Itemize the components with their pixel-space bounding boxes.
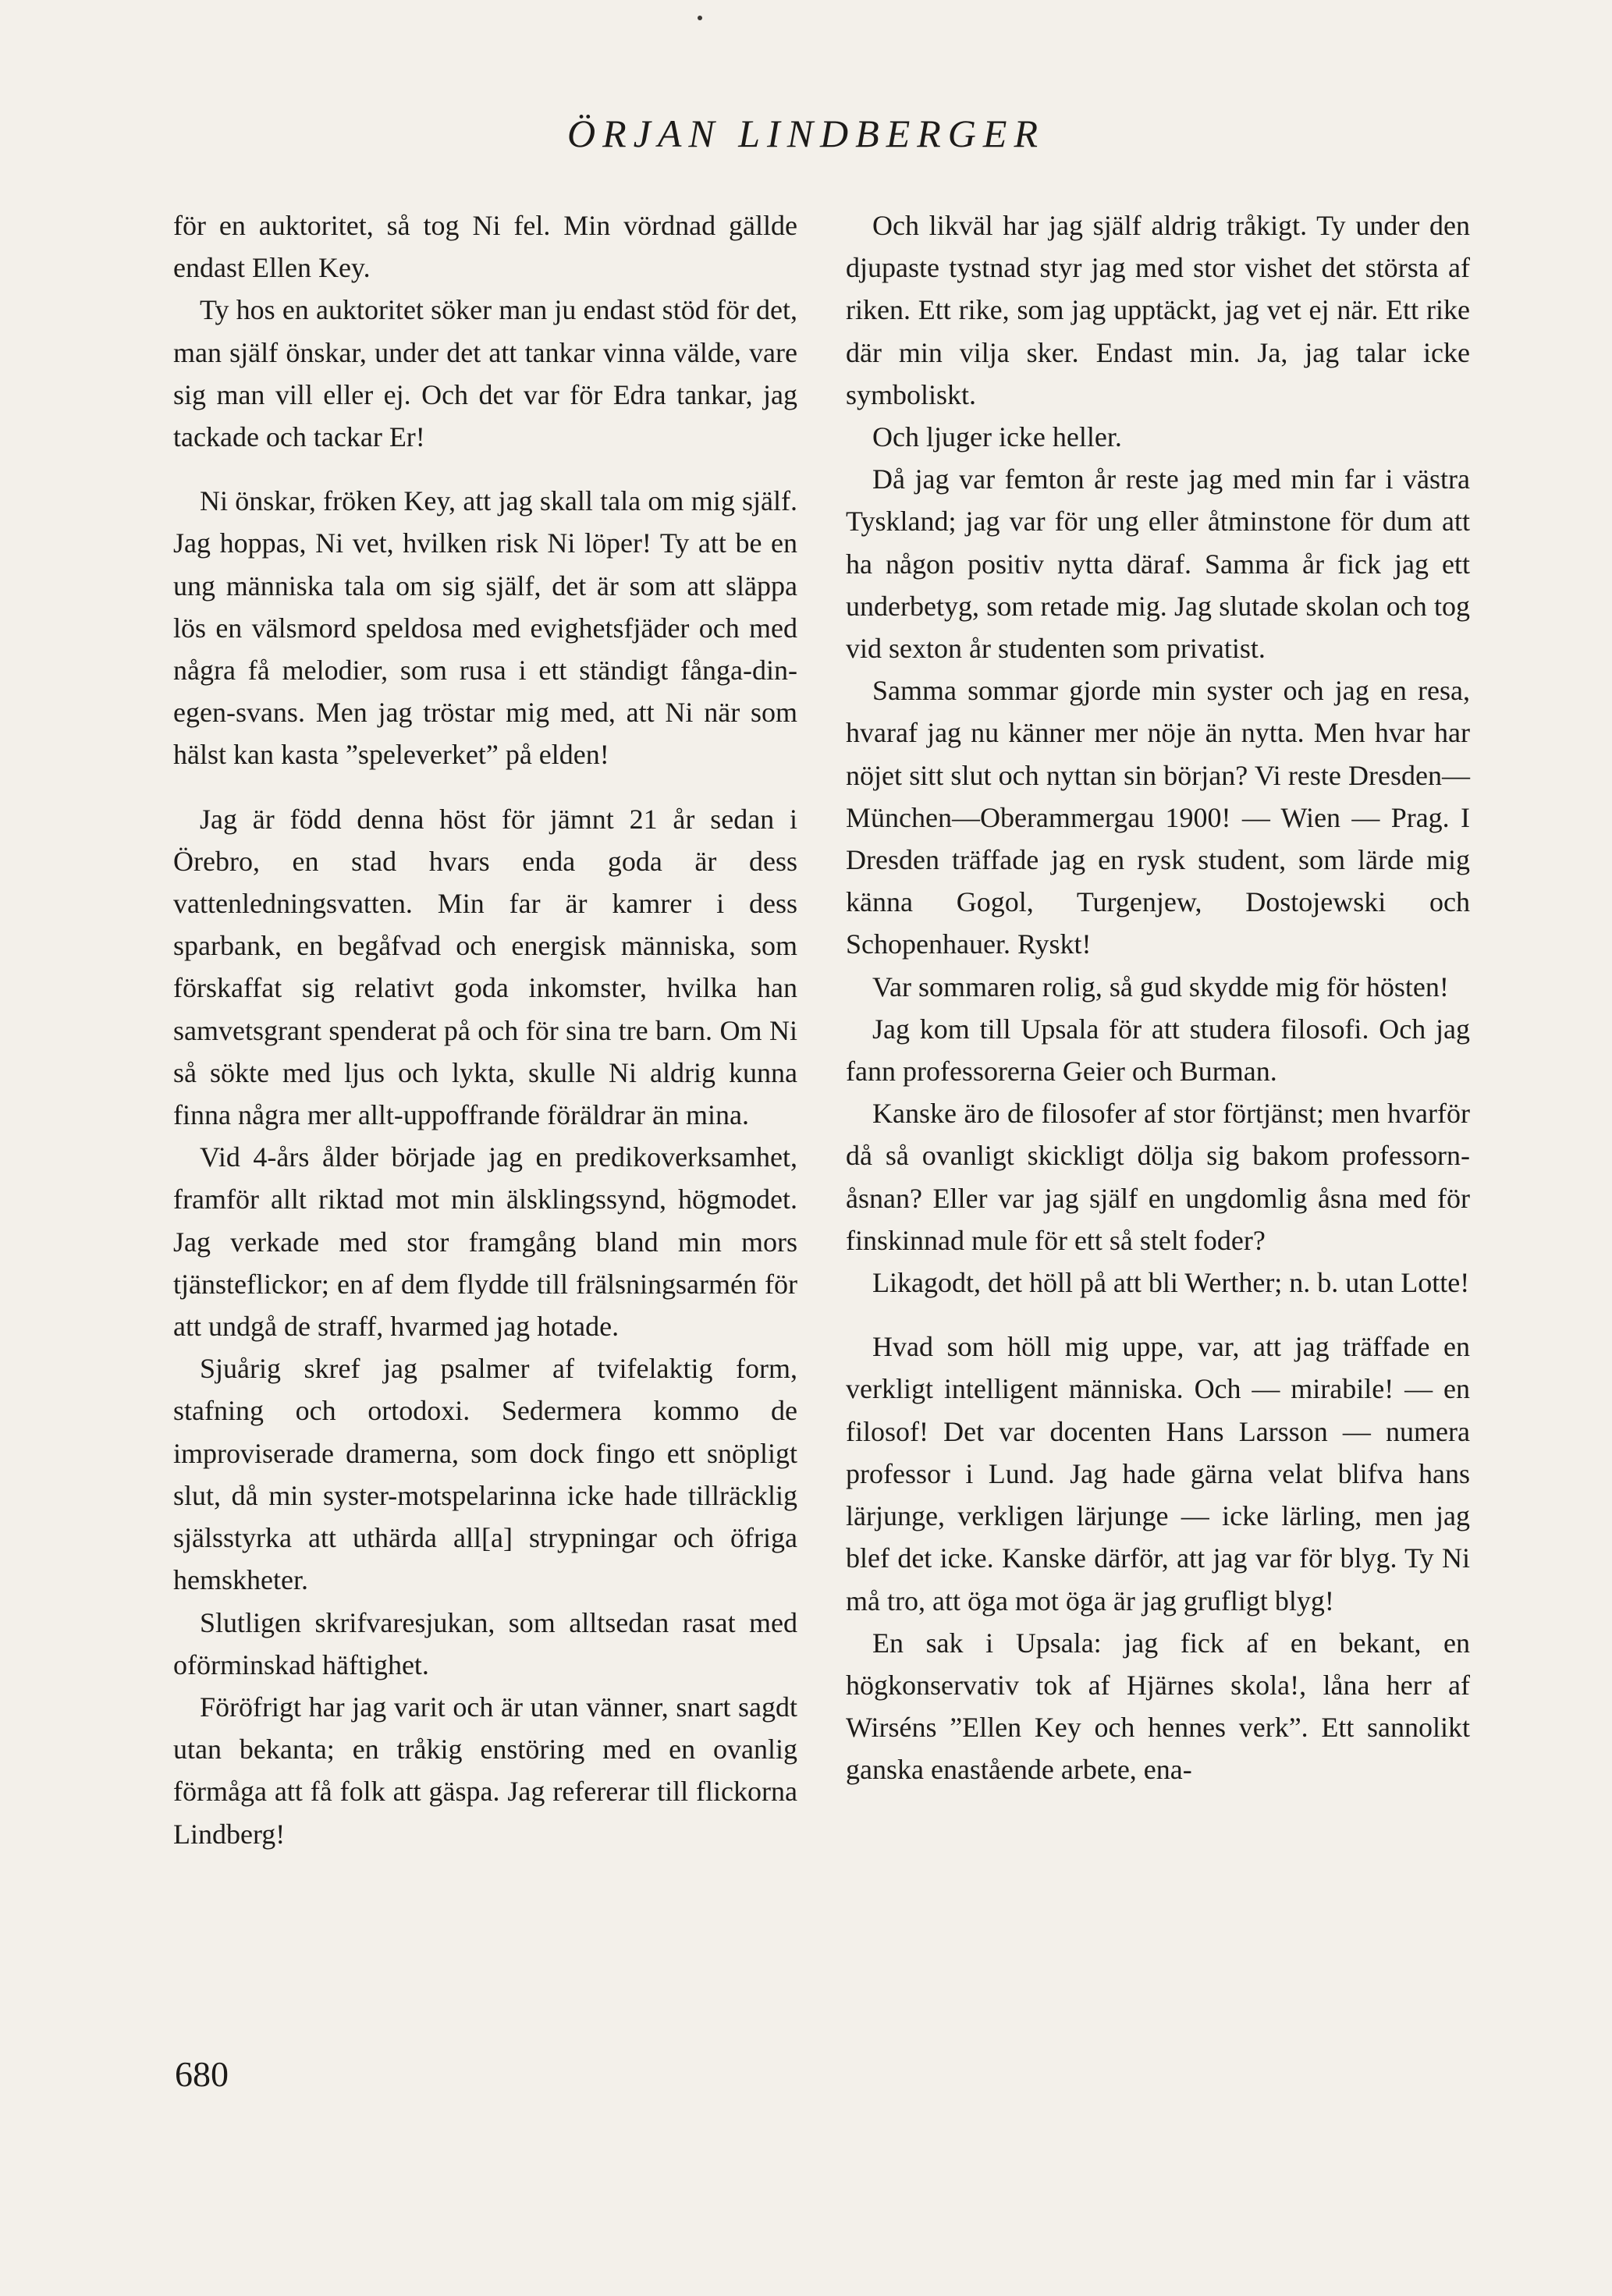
paragraph: Slutligen skrifvaresjukan, som alltsedan rasat med oförminskad häftighet. — [173, 1606, 797, 1680]
paragraph: Hvad som höll mig uppe, var, att jag träffade en verkligt intelligent människa. Och — mirabile! — en filosof! Det var docenten Hans Larsson — numera professor i Lund. Jag hade gärna velat blifva hans lärjunge, verkligen lärjunge — icke lärling, men jag blef det icke. Kanske därför, att jag var för blyg. Ty Ni må tro, att öga mot öga är jag grufligt blyg! — [846, 1331, 1470, 1616]
paragraph: Vid 4-års ålder började jag en predikoverksamhet, framför allt riktad mot min älsklingssynd, högmodet. Jag verkade med stor framgång bland min mors tjänsteflickor; en af dem flydde till frälsningsarmén för att undgå de straff, hvarmed jag hotade. — [173, 1141, 797, 1343]
left-column — [173, 204, 797, 1855]
paragraph: Jag är född denna höst för jämnt 21 år sedan i Örebro, en stad hvars enda goda är dess vattenledningsvatten. Min far är kamrer i dess sparbank, en begåfvad och energisk människa, som förskaffat sig relativt goda inkomster, hvilka han samvetsgrant spenderat på och för sina tre barn. Om Ni så sökte med ljus och lykta, skulle Ni aldrig kunna finna några mer allt-uppoffrande föräldrar än mina. — [173, 803, 797, 1131]
paragraph: Kanske äro de filosofer af stor förtjänst; men hvarför då så ovanligt skickligt dölja sig bakom professorn-åsnan? Eller var jag själf en ungdomlig åsna med för finskinnad mule för ett så stelt foder? — [846, 1098, 1470, 1256]
paragraph: Sjuårig skref jag psalmer af tvifelaktig form, stafning och ortodoxi. Sedermera kommo de improviserade dramerna, som dock fingo ett snöpligt slut, då min syster-motspelarinna icke hade tillräcklig själsstyrka att uthärda all[a] strypningar och öfriga hemskheter. — [173, 1353, 797, 1596]
right-column — [846, 204, 1470, 1791]
paragraph: Då jag var femton år reste jag med min far i västra Tyskland; jag var för ung eller åtminstone för dum att ha någon positiv nytta däraf. Samma år fick jag ett underbetyg, som retade mig. Jag slutade skolan och tog vid sexton år studenten som privatist. — [846, 463, 1470, 665]
paragraph: Var sommaren rolig, så gud skydde mig för hösten! — [872, 971, 1449, 1003]
ink-dot — [698, 16, 702, 20]
paragraph: Ty hos en auktoritet söker man ju endast stöd för det, man själf önskar, under det att tankar vinna välde, vare sig man vill eller ej. Och det var för Edra tankar, jag tackade och tackar Er! — [173, 294, 797, 453]
page-number: 680 — [175, 2054, 229, 2094]
paragraph: Jag kom till Upsala för att studera filosofi. Och jag fann professorerna Geier och Burman. — [846, 1013, 1470, 1088]
paragraph: Likagodt, det höll på att bli Werther; n. b. utan Lotte! — [872, 1267, 1470, 1299]
paragraph: Föröfrigt har jag varit och är utan vänner, snart sagdt utan bekanta; en tråkig enstöring med en ovanlig förmåga att få folk att gäspa. Jag refererar till flickorna Lindberg! — [173, 1691, 797, 1850]
paragraph: för en auktoritet, så tog Ni fel. Min vördnad gällde endast Ellen Key. — [173, 210, 797, 284]
paragraph: Samma sommar gjorde min syster och jag en resa, hvaraf jag nu känner mer nöje än nytta. Men hvar har nöjet sitt slut och nyttan sin början? Vi reste Dresden—München—Oberammergau 1900! — Wien — Prag. I Dresden träffade jag en rysk student, som lärde mig känna Gogol, Turgenjew, Dostojewski och Schopenhauer. Ryskt! — [846, 675, 1470, 960]
paragraph: En sak i Upsala: jag fick af en bekant, en högkonservativ tok af Hjärnes skola!, låna herr af Wirséns ”Ellen Key och hennes verk”. Ett sannolikt ganska enastående arbete, ena- — [846, 1627, 1470, 1786]
paragraph: Ni önskar, fröken Key, att jag skall tala om mig själf. Jag hoppas, Ni vet, hvilken risk Ni löper! Ty att be en ung människa tala om sig själf, det är som att släppa lös en välsmord speldosa med evighetsfjäder och med några få melodier, som rusa i ett ständigt fånga-din-egen-svans. Men jag tröstar mig med, att Ni när som hälst kan kasta ”speleverket” på elden! — [173, 485, 797, 771]
paragraph: Och likväl har jag själf aldrig tråkigt. Ty under den djupaste tystnad styr jag med stor vishet det största af riken. Ett rike, som jag upptäckt, jag vet ej när. Ett rike där min vilja sker. Endast min. Ja, jag talar icke symboliskt. — [846, 210, 1470, 410]
paragraph: Och ljuger icke heller. — [872, 421, 1122, 453]
running-header: ÖRJAN LINDBERGER — [567, 112, 1045, 155]
